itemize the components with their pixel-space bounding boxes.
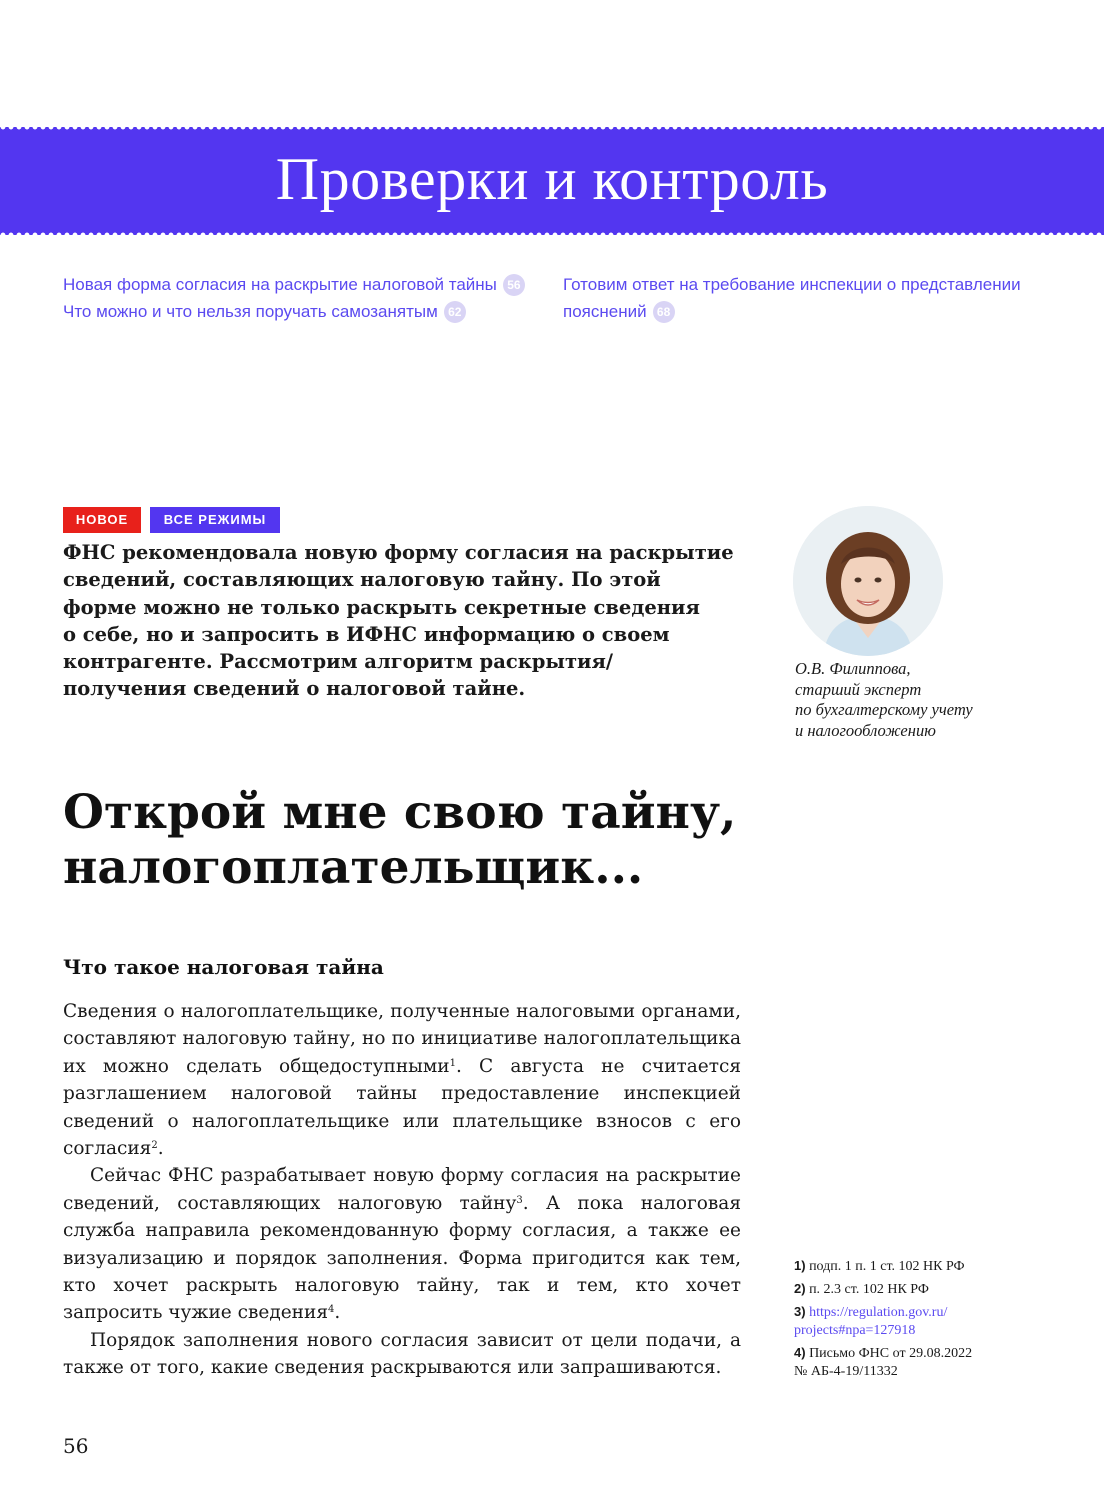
lead-line: контрагенте. Рассмотрим алгоритм раскрытия/ xyxy=(63,650,614,674)
footnote-number: 1) xyxy=(794,1258,806,1273)
footnote xyxy=(794,1280,1034,1299)
author-role: старший эксперт xyxy=(795,679,922,699)
toc-item-text-line2[interactable]: пояснений xyxy=(563,302,647,321)
author-portrait-icon xyxy=(793,506,943,656)
lead-line: получения сведений о налоговой тайне. xyxy=(63,677,526,701)
footnote-ref[interactable]: 4 xyxy=(328,1304,335,1316)
author-photo xyxy=(793,506,943,656)
section-banner xyxy=(0,127,1104,235)
section-title: Проверки и контроль xyxy=(275,146,829,212)
footnote xyxy=(794,1303,1034,1340)
body-paragraph: Порядок заполнения нового согласия зависит от цели подачи, а также от того, какие сведения раскрываются или запрашиваются. xyxy=(63,1329,741,1379)
tag-new: НОВОЕ xyxy=(63,507,141,533)
footnote-text: № АБ-4-19/11332 xyxy=(794,1364,898,1379)
author-role: по бухгалтерскому учету xyxy=(795,700,973,719)
footnote-number: 4) xyxy=(794,1345,806,1360)
body-paragraph xyxy=(63,1162,741,1326)
banner-edge-top xyxy=(0,124,1104,130)
author-role: и налогообложению xyxy=(795,720,936,740)
footnote-text: п. 2.3 ст. 102 НК РФ xyxy=(809,1282,929,1297)
toc-item-text[interactable]: Новая форма согласия на раскрытие налоговой тайны xyxy=(63,275,497,294)
author-caption xyxy=(795,659,1015,741)
footnote-number: 2) xyxy=(794,1281,806,1296)
body-text: . С августа не считается разглашением налоговой тайны предоставление инспекцией сведений о налогоплательщике или плательщике взносов с его согласия xyxy=(63,1055,742,1160)
body-paragraph xyxy=(63,998,741,1162)
section-subheading: Что такое налоговая тайна xyxy=(63,955,384,979)
footnote xyxy=(794,1257,1034,1276)
lead-line: ФНС рекомендовала новую форму согласия на раскрытие xyxy=(63,541,734,564)
lead-line: сведений, составляющих налоговую тайну. По этой xyxy=(63,568,661,592)
toc-item-text-line1[interactable]: Готовим ответ на требование инспекции о представлении xyxy=(563,275,1021,294)
article-body xyxy=(63,998,741,1382)
tag-all-regimes: ВСЕ РЕЖИМЫ xyxy=(150,507,280,533)
footnote-link[interactable]: https://regulation.gov.ru/ xyxy=(809,1305,948,1320)
body-text: . xyxy=(334,1302,341,1324)
article-title-line: Открой мне свою тайну, xyxy=(63,785,737,840)
footnote-ref[interactable]: 1 xyxy=(449,1057,456,1069)
footnote-ref[interactable]: 3 xyxy=(516,1194,523,1206)
article-title xyxy=(63,785,783,895)
footnotes xyxy=(794,1257,1034,1385)
toc-right-column xyxy=(563,271,1033,325)
toc-item[interactable] xyxy=(63,298,533,325)
lead-line: форме можно не только раскрыть секретные сведения xyxy=(63,595,700,619)
lead-paragraph xyxy=(63,539,753,703)
toc-page-badge: 56 xyxy=(503,274,525,296)
page-number: 56 xyxy=(63,1434,89,1458)
footnote-number: 3) xyxy=(794,1304,806,1319)
toc-item-text[interactable]: Что можно и что нельзя поручать самозанятым xyxy=(63,302,438,321)
body-text: . А пока налоговая служба направила рекомендованную форму согласия, а также ее визуализацию и порядок заполнения. Форма пригодится как тем, кто хочет раскрыть налоговую тайну, так и тем, кто хочет запросить чужие сведения xyxy=(63,1192,742,1324)
body-text: Сведения о налогоплательщике, полученные налоговыми органами, составляют налоговую тайну, но по инициативе налогоплательщика их можно сделать общедоступными xyxy=(63,1001,741,1077)
toc-page-badge: 68 xyxy=(653,301,675,323)
banner-edge-bottom xyxy=(0,232,1104,238)
toc-page-badge: 62 xyxy=(444,301,466,323)
toc-left-column xyxy=(63,271,533,325)
toc-item[interactable] xyxy=(563,298,1033,325)
body-text: Сейчас ФНС разрабатывает новую форму согласия на раскрытие сведений, составляющих налоговую тайну xyxy=(63,1165,741,1214)
footnote-ref[interactable]: 2 xyxy=(151,1140,158,1152)
article-title-line: налогоплательщик... xyxy=(63,840,644,895)
lead-line: о себе, но и запросить в ИФНС информацию о своем xyxy=(63,622,670,646)
footnote-text: подп. 1 п. 1 ст. 102 НК РФ xyxy=(809,1259,965,1274)
footnote-text: Письмо ФНС от 29.08.2022 xyxy=(809,1346,973,1361)
toc-item[interactable] xyxy=(63,271,533,298)
footnote xyxy=(794,1344,1034,1381)
author-name: О.В. Филиппова, xyxy=(795,659,911,678)
footnote-link[interactable]: projects#npa=127918 xyxy=(794,1323,916,1338)
body-text: . xyxy=(157,1138,164,1160)
